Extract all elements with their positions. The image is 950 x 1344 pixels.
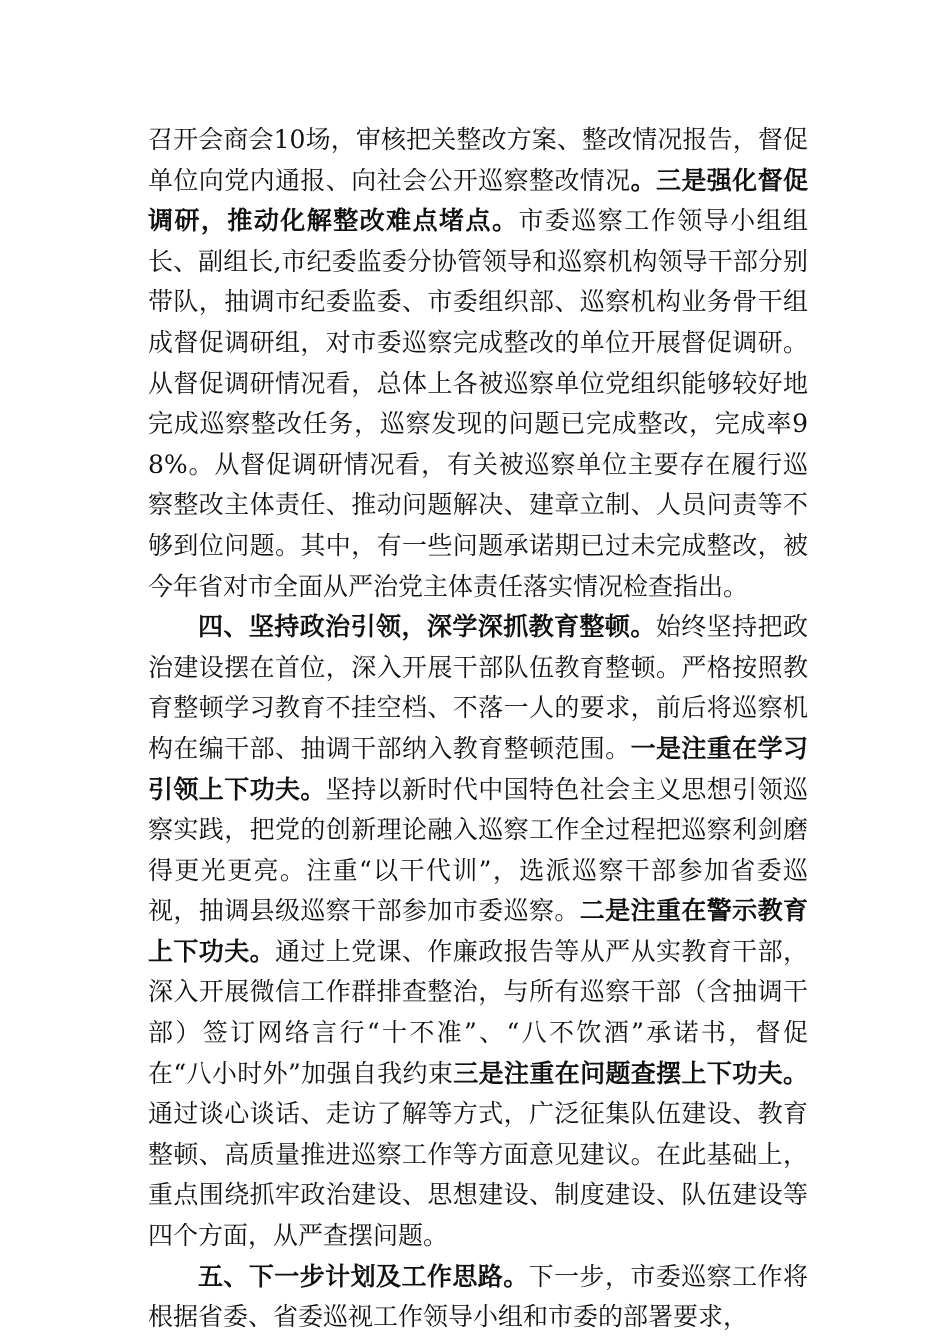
paragraph-rectification-followup — [148, 120, 808, 607]
text-segment: 通过谈心谈话、走访了解等方式，广泛征集队伍建设、教育整顿、高质量推进巡察工作等方面意见建议。在此基础上，重点围绕抓牢政治建设、思想建设、制度建设、队伍建设等四个方面，从严查摆问题。 — [148, 1099, 808, 1251]
document-page — [148, 120, 808, 1338]
text-segment: 市委巡察工作领导小组组长、副组长,市纪委监委分协管领导和巡察机构领导干部分别带队，抽调市纪委监委、市委组织部、巡察机构业务骨干组成督促调研组，对市委巡察完成整改的单位开展督促调研。从督促调研情况看，总体上各被巡察单位党组织能够较好地完成巡察整改任务，巡察发现的问题已完成整改，完成率98%。从督促调研情况看，有关被巡察单位主要存在履行巡察整改主体责任、推动问题解决、建章立制、人员问责等不够到位问题。其中，有一些问题承诺期已过未完成整改，被今年省对市全面从严治党主体责任落实情况检查指出。 — [148, 206, 808, 601]
text-segment: 召开会商会10场，审核把关整改方案、整改情况报告，督促单位向党内通报、向社会公开巡察整改情况 — [148, 125, 808, 195]
paragraph-section-five — [148, 1257, 808, 1338]
text-segment: 坚持以新时代中国特色社会主义思想引领巡察实践，把党的创新理论融入巡察工作全过程把巡察利剑磨得更光更亮。注重“以干代训”，选派巡察干部参加省委巡视，抽调县级巡察干部参加市委巡察。 — [148, 774, 808, 926]
text-segment: 始终坚持把政治建设摆在首位，深入开展干部队伍教育整顿。严格按照教育整顿学习教育不挂空档、不落一人的要求，前后将巡察机构在编干部、抽调干部纳入教育整顿范围。 — [148, 612, 808, 763]
bold-heading-segment: 一是注重在学习引领上下功夫。 — [148, 733, 808, 804]
text-segment: 下一步，市委巡察工作将根据省委、省委巡视工作领导小组和市委的部署要求， — [148, 1261, 808, 1332]
bold-heading-segment: 二是注重在警示教育上下功夫。 — [148, 896, 808, 966]
bold-heading-segment: 。三是强化督促调研，推动化解整改难点堵点。 — [148, 165, 808, 236]
text-segment: 通过上党课、作廉政报告等从严从实教育干部，深入开展微信工作群排查整治，与所有巡察干部（含抽调干部）签订网络言行“十不准”、“八不饮酒”承诺书，督促在“八小时外”加强自我约束 — [148, 936, 808, 1088]
section-heading: 四、坚持政治引领，深学深抓教育整顿。 — [198, 612, 656, 642]
section-heading: 五、下一步计划及工作思路。 — [198, 1261, 529, 1291]
bold-heading-segment: 三是注重在问题查摆上下功夫。 — [453, 1058, 808, 1088]
paragraph-section-four — [148, 607, 808, 1257]
